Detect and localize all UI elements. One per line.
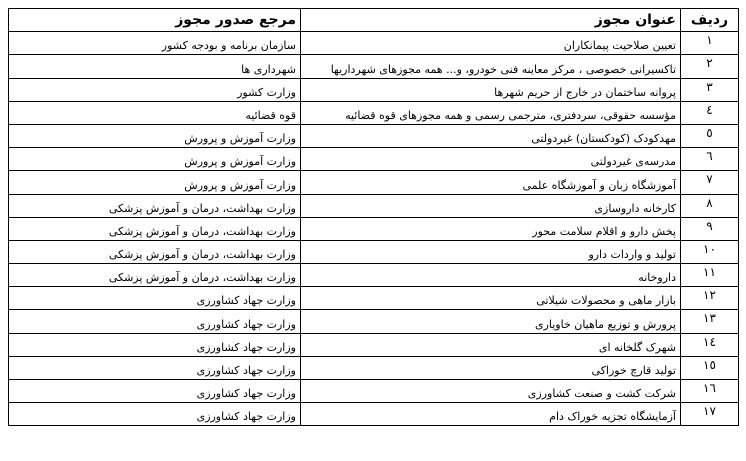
permit-title: آموزشگاه زبان و آموزشگاه علمی — [301, 171, 681, 194]
table-row — [9, 124, 739, 147]
table-row — [9, 55, 739, 78]
permit-title: مؤسسه حقوقی، سردفتری، مترجمی رسمی و همه مجوزهای قوه قضائیه — [301, 101, 681, 124]
row-number: ۱٥ — [681, 356, 739, 379]
issuing-authority: وزارت جهاد کشاورزی — [9, 356, 301, 379]
row-number: ۷ — [681, 171, 739, 194]
row-number: ۱۰ — [681, 240, 739, 263]
table-row — [9, 101, 739, 124]
header-row — [9, 9, 739, 32]
permit-title: آزمایشگاه تجزیه خوراک دام — [301, 403, 681, 426]
table-row — [9, 264, 739, 287]
permit-title: پروانه ساختمان در خارج از حریم شهرها — [301, 78, 681, 101]
permit-title: شهرک گلخانه ای — [301, 333, 681, 356]
issuing-authority: وزارت جهاد کشاورزی — [9, 380, 301, 403]
row-number: ۱۳ — [681, 310, 739, 333]
row-number: ۳ — [681, 78, 739, 101]
table-row — [9, 240, 739, 263]
table-row — [9, 217, 739, 240]
issuing-authority: وزارت بهداشت، درمان و آموزش پزشکی — [9, 264, 301, 287]
row-number: ۸ — [681, 194, 739, 217]
table-row — [9, 32, 739, 55]
issuing-authority: وزارت جهاد کشاورزی — [9, 310, 301, 333]
row-number: ۲ — [681, 55, 739, 78]
issuing-authority: قوه قضائیه — [9, 101, 301, 124]
issuing-authority: وزارت آموزش و پرورش — [9, 148, 301, 171]
issuing-authority: وزارت جهاد کشاورزی — [9, 403, 301, 426]
permit-title: شرکت کشت و صنعت کشاورزی — [301, 380, 681, 403]
row-number: ۱۱ — [681, 264, 739, 287]
permit-title: مدرسه‌ی غیردولتی — [301, 148, 681, 171]
table-row — [9, 380, 739, 403]
permit-title: پرورش و توزیع ماهیان خاویاری — [301, 310, 681, 333]
header-row-number: ردیف — [681, 9, 739, 32]
row-number: ۱٤ — [681, 333, 739, 356]
row-number: ٤ — [681, 101, 739, 124]
issuing-authority: وزارت جهاد کشاورزی — [9, 333, 301, 356]
issuing-authority: وزارت بهداشت، درمان و آموزش پزشکی — [9, 194, 301, 217]
row-number: ۱ — [681, 32, 739, 55]
permit-title: تاکسیرانی خصوصی ، مرکز معاینه فنی خودرو، و... همه مجوزهای شهرداریها — [301, 55, 681, 78]
header-permit-title: عنوان مجوز — [301, 9, 681, 32]
table-row — [9, 287, 739, 310]
row-number: ۱٦ — [681, 380, 739, 403]
permits-table — [8, 8, 739, 426]
table-row — [9, 310, 739, 333]
issuing-authority: وزارت بهداشت، درمان و آموزش پزشکی — [9, 217, 301, 240]
table-row — [9, 356, 739, 379]
row-number: ۹ — [681, 217, 739, 240]
permit-title: تعیین صلاحیت پیمانکاران — [301, 32, 681, 55]
header-issuing-authority: مرجع صدور مجوز — [9, 9, 301, 32]
issuing-authority: وزارت جهاد کشاورزی — [9, 287, 301, 310]
row-number: ٦ — [681, 148, 739, 171]
table-row — [9, 403, 739, 426]
permit-title: تولید و واردات دارو — [301, 240, 681, 263]
table-row — [9, 148, 739, 171]
table-row — [9, 194, 739, 217]
issuing-authority: وزارت آموزش و پرورش — [9, 124, 301, 147]
table-row — [9, 333, 739, 356]
issuing-authority: وزارت آموزش و پرورش — [9, 171, 301, 194]
permit-title: داروخانه — [301, 264, 681, 287]
table-row — [9, 171, 739, 194]
permit-title: پخش دارو و اقلام سلامت محور — [301, 217, 681, 240]
table-row — [9, 78, 739, 101]
issuing-authority: سازمان برنامه و بودجه کشور — [9, 32, 301, 55]
permit-title: کارخانه داروسازی — [301, 194, 681, 217]
permit-title: مهدکودک (کودکستان) غیردولتی — [301, 124, 681, 147]
row-number: ۱۷ — [681, 403, 739, 426]
row-number: ٥ — [681, 124, 739, 147]
row-number: ۱۲ — [681, 287, 739, 310]
issuing-authority: وزارت کشور — [9, 78, 301, 101]
issuing-authority: شهرداری ها — [9, 55, 301, 78]
permit-title: بازار ماهی و محصولات شیلاتی — [301, 287, 681, 310]
issuing-authority: وزارت بهداشت، درمان و آموزش پزشکی — [9, 240, 301, 263]
permit-title: تولید قارچ خوراکی — [301, 356, 681, 379]
